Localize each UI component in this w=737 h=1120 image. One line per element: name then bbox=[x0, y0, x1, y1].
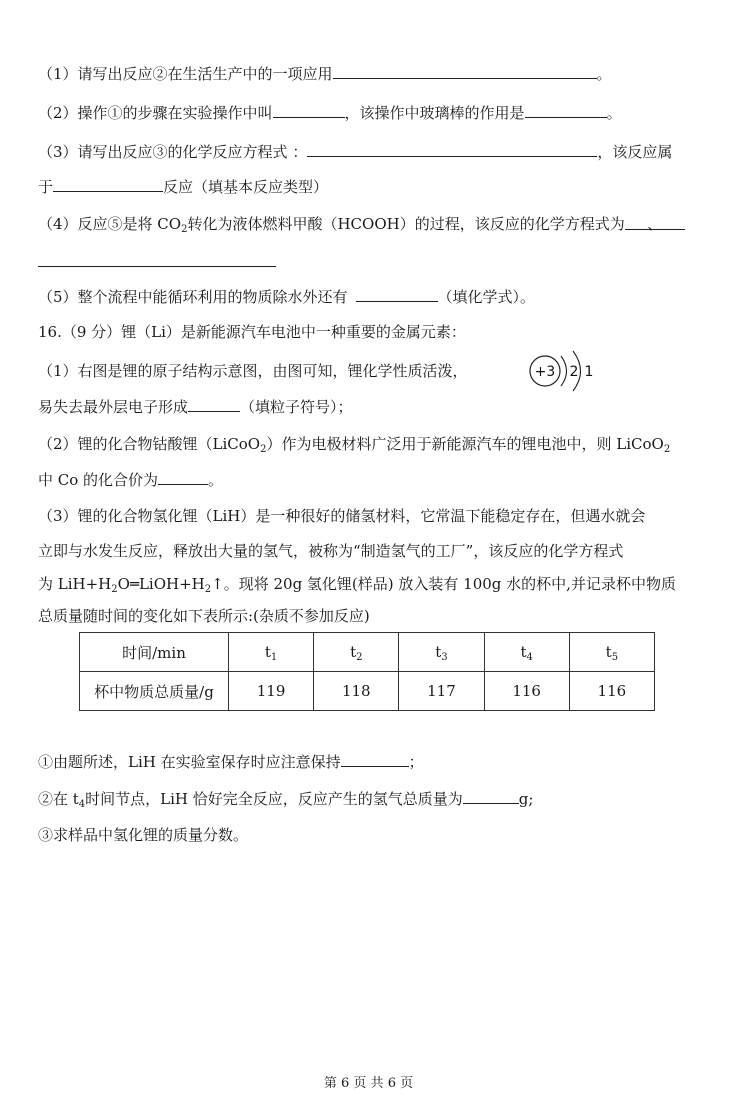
q15-part3 bbox=[38, 140, 672, 163]
atom-nucleus-charge: +3 bbox=[534, 364, 556, 380]
answer-blank-p2a[interactable] bbox=[273, 101, 345, 118]
subscript: 1 bbox=[270, 652, 278, 663]
q15-part4-cont bbox=[38, 250, 276, 273]
answer-blank-p1[interactable] bbox=[333, 62, 597, 79]
atom-shell2-electrons: 1 bbox=[584, 364, 594, 380]
answer-blank-p3b[interactable] bbox=[53, 175, 163, 192]
answer-blank-q16-a2[interactable] bbox=[463, 787, 519, 804]
q16-answer1 bbox=[38, 750, 424, 773]
q15-part3-cont bbox=[38, 175, 328, 198]
table-header-time: 时间/min bbox=[80, 633, 229, 672]
answer-blank-p4a[interactable] bbox=[625, 213, 685, 233]
q16-answer2-mid: 时间节点，LiH 恰好完全反应，反应产生的氢气总质量为 bbox=[85, 790, 463, 808]
subscript: 2 bbox=[260, 444, 267, 455]
q16-answer1-end: ； bbox=[408, 753, 424, 771]
subscript: 2 bbox=[111, 584, 118, 595]
time-letter: t bbox=[605, 643, 612, 661]
mass-time-table bbox=[79, 632, 655, 711]
q16-sub3-line1: （3）锂的化合物氢化锂（LiH）是一种很好的储氢材料，它常温下能稳定存在，但遇水就会 bbox=[38, 507, 646, 525]
answer-blank-q16-1[interactable] bbox=[188, 395, 240, 412]
table-cell-mass: 118 bbox=[314, 672, 399, 711]
q16-sub2-cont bbox=[38, 468, 223, 491]
answer-blank-p2b[interactable] bbox=[525, 101, 607, 118]
table-cell-mass: 119 bbox=[229, 672, 314, 711]
q15-part1-text: （1）请写出反应②在生活生产中的一项应用 bbox=[38, 65, 333, 83]
table-cell-mass: 117 bbox=[399, 672, 484, 711]
subscript: 2 bbox=[204, 584, 212, 595]
answer-blank-p4b[interactable] bbox=[38, 250, 276, 267]
q15-part5 bbox=[38, 285, 535, 308]
table-cell-time bbox=[314, 633, 399, 672]
q16-answer3: ③求样品中氢化锂的质量分数。 bbox=[38, 826, 249, 844]
q16-sub1-cont-text: 易失去最外层电子形成 bbox=[38, 398, 189, 416]
q15-part4-mid: 转化为液体燃料甲酸（HCOOH）的过程，该反应的化学方程式为 bbox=[187, 215, 625, 233]
q15-part2-mid: ，该操作中玻璃棒的作用是 bbox=[344, 104, 525, 122]
table-cell-time bbox=[229, 633, 314, 672]
subscript: 2 bbox=[356, 652, 363, 663]
subscript: 4 bbox=[526, 652, 533, 663]
answer-blank-q16-2[interactable] bbox=[158, 468, 208, 485]
time-letter: t bbox=[264, 643, 271, 661]
atom-shell1-electrons: 2 bbox=[569, 364, 579, 380]
q16-sub1-cont bbox=[38, 395, 353, 418]
q16-sub1-end: （填粒子符号）； bbox=[240, 398, 353, 416]
q16-sub3-line2: 立即与水发生反应，释放出大量的氢气，被称为“制造氢气的工厂”，该反应的化学方程式 bbox=[38, 542, 624, 560]
time-letter: t bbox=[350, 643, 357, 661]
answer-blank-q16-a1[interactable] bbox=[341, 750, 409, 767]
table-cell-mass: 116 bbox=[569, 672, 654, 711]
q16-sub3-line4: 总质量随时间的变化如下表所示:(杂质不参加反应) bbox=[38, 607, 370, 625]
q16-header: 16.（9 分）锂（Li）是新能源汽车电池中一种重要的金属元素： bbox=[38, 323, 466, 341]
q15-part1 bbox=[38, 62, 612, 85]
q16-answer2 bbox=[38, 787, 533, 810]
q15-part2-text: （2）操作①的步骤在实验操作中叫 bbox=[38, 104, 273, 122]
subscript: 3 bbox=[441, 652, 448, 663]
page-footer: 第 6 页 共 6 页 bbox=[323, 1076, 414, 1091]
q16-sub2-end: 。 bbox=[208, 471, 224, 489]
subscript: 2 bbox=[663, 444, 671, 455]
subscript: 4 bbox=[78, 799, 86, 810]
q15-part3-text: （3）请写出反应③的化学反应方程式 ： bbox=[38, 143, 308, 161]
answer-blank-p3a[interactable] bbox=[307, 140, 597, 157]
q16-answer2-text: ②在 t bbox=[38, 790, 79, 808]
q15-part5-text: （5）整个流程中能循环利用的物质除水外还有 bbox=[38, 288, 348, 306]
q15-part4 bbox=[38, 213, 685, 235]
q15-part2 bbox=[38, 101, 622, 124]
table-cell-mass: 116 bbox=[484, 672, 569, 711]
equation-part-a: 为 LiH+H bbox=[38, 575, 112, 593]
q16-sub2-cont-text: 中 Co 的化合价为 bbox=[38, 471, 159, 489]
table-cell-time bbox=[484, 633, 569, 672]
q16-sub2-mid: ）作为电极材料广泛用于新能源汽车的锂电池中，则 LiCoO bbox=[266, 435, 664, 453]
time-letter: t bbox=[520, 643, 527, 661]
q16-sub3-line3 bbox=[38, 573, 676, 595]
q15-part3-cont-text: 于 bbox=[38, 178, 54, 196]
time-letter: t bbox=[435, 643, 442, 661]
q16-sub2 bbox=[38, 433, 670, 455]
q15-part3-mid: ，该反应属 bbox=[597, 143, 673, 161]
table-row bbox=[80, 672, 655, 711]
subscript: 2 bbox=[181, 224, 188, 235]
q15-part4-text: （4）反应⑤是将 CO bbox=[38, 215, 182, 233]
q15-part1-end: 。 bbox=[596, 65, 612, 83]
table-header-mass: 杯中物质总质量/g bbox=[80, 672, 229, 711]
q15-part2-end: 。 bbox=[606, 104, 622, 122]
q16-sub2-text: （2）锂的化合物钴酸锂（LiCoO bbox=[38, 435, 261, 453]
table-cell-time bbox=[399, 633, 484, 672]
q15-part3-end: 反应（填基本反应类型） bbox=[163, 178, 329, 196]
lithium-atom-structure-diagram bbox=[528, 350, 608, 398]
equation-part-c: ↑。现将 20g 氢化锂(样品) 放入装有 100g 水的杯中,并记录杯中物质 bbox=[211, 575, 676, 593]
table-cell-time bbox=[569, 633, 654, 672]
q16-answer2-end: g; bbox=[518, 790, 534, 808]
table-row bbox=[80, 633, 655, 672]
q15-part4-mark: 、 bbox=[647, 215, 663, 233]
subscript: 5 bbox=[611, 652, 619, 663]
answer-blank-p5[interactable] bbox=[356, 285, 438, 302]
q16-answer1-text: ①由题所述，LiH 在实验室保存时应注意保持 bbox=[38, 753, 341, 771]
equation-part-b: O═LiOH+H bbox=[117, 575, 205, 593]
q16-sub1: （1）右图是锂的原子结构示意图，由图可知，锂化学性质活泼， bbox=[38, 362, 468, 380]
q15-part5-end: （填化学式）。 bbox=[437, 288, 536, 306]
atom-shell-arc-1 bbox=[561, 356, 567, 386]
